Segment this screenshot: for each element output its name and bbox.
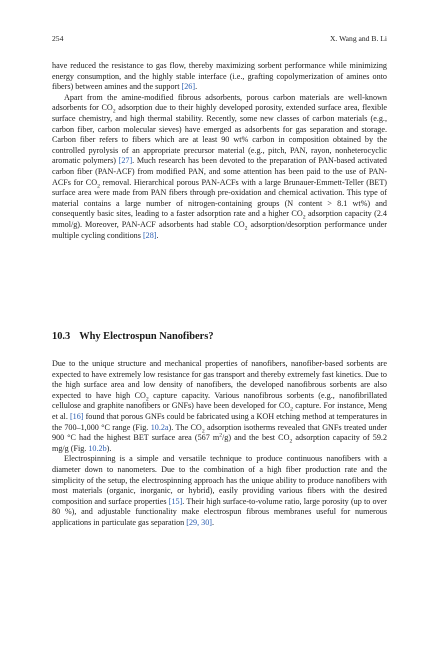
text-run: . <box>211 517 215 527</box>
subscript: 2 <box>290 407 293 413</box>
text-run: found that porous GNFs could be fabricated using a KOH etching method at temperatures in the 700–1,000 °C range (Fig. <box>52 411 387 432</box>
citation-link[interactable]: [29, 30] <box>186 517 212 527</box>
text-run: . Their high surface-to-volume ratio, large porosity (up to over 80 %), and adjustable functionality make electrospun fibrous membranes useful for numerous applications in particulate gas separation <box>52 496 387 527</box>
citation-link[interactable]: 10.2a <box>150 422 169 432</box>
text-run: . <box>156 230 159 240</box>
text-run: have reduced the resistance to gas flow, thereby maximizing sorbent performance while minimizing energy consumption, and the highly stable interface (i.e., grafting copolymerization of amines onto fibers) between amines and the support <box>52 61 387 92</box>
section-heading <box>52 330 387 343</box>
text-run: adsorption capacity of 59.2 mg/g (Fig. <box>52 433 388 453</box>
text-run: ). <box>106 443 112 453</box>
citation-link[interactable]: [28] <box>142 230 157 240</box>
paragraph <box>52 359 387 454</box>
text-run: ). The CO <box>168 422 202 432</box>
page-number: 254 <box>52 34 64 43</box>
subscript: 2 <box>244 225 248 232</box>
paragraph <box>52 61 387 93</box>
text-run: /g) and the best CO <box>222 433 290 443</box>
text-run: adsorption due to their highly developed porosity, extended surface area, flexible surface chemistry, and high thermal stability. Recently, some new classes of carbon materials (e.g., carbon fiber, carbon molecular sieves) have emerged as adsorbents for gas separation and storage. Carbon fiber refers to fibers which are at least 90 wt% carbon in composition obtained by the controlled pyrolysis of an appropriate precursor material (e.g., pitch, PAN, rayon, nonheterocyclic aromatic polymers) <box>52 103 387 166</box>
section-title: Why Electrospun Nanofibers? <box>79 331 214 342</box>
subscript: 2 <box>112 109 116 115</box>
subscript: 2 <box>289 438 293 445</box>
subscript: 2 <box>145 396 149 403</box>
superscript: 2 <box>219 432 223 439</box>
text-run: Electrospinning is a simple and versatile technique to produce continuous nanofibers with a diameter down to nanometers. Due to the combination of a high fiber production rate and the simplicity of the setup, the electrospinning approach has the unique ability to produce nanofibers with most materials (organic, inorganic, or hybrid), easily providing various fibers with the desired composition and surface properties <box>52 454 387 506</box>
text-run: . <box>195 82 198 92</box>
text-run: removal. Hierarchical porous PAN-ACFs with a large Brunauer-Emmett-Teller (BET) surface area were made from PAN fibers through pre-oxidation and chemical activation. This type of material contains a large number of nitrogen-containing groups (N content > 8.1 wt%) and consequently basic sites, leading to a faster adsorption rate and a higher CO <box>52 177 387 219</box>
section-number: 10.3 <box>52 331 71 342</box>
paragraph <box>52 454 387 528</box>
text-run: adsorption isotherms revealed that GNFs treated under 900 °C had the highest BET surface area (567 m <box>52 422 387 443</box>
text-run: capture capacity. Various nanofibrous sorbents (e.g., nanofibrillated cellulose and graphite nanofibers or GNFs) have been developed for CO <box>52 390 387 411</box>
text-run: capture. For instance, Meng et al. <box>52 401 387 421</box>
text-run: adsorption/desorption performance under multiple cycling conditions <box>52 219 387 240</box>
body-text-top <box>52 61 387 241</box>
paragraph <box>52 93 387 241</box>
citation-link[interactable]: [27] <box>118 156 133 166</box>
text-run: Due to the unique structure and mechanical properties of nanofibers, nanofiber-based sorbents are expected to have extremely low resistance for gas transport and thereby extremely fast kinetics. Due to the high surface area and low density of nanofibers, the developed nanofibrous sorbents are also expected to have high CO <box>52 359 387 400</box>
citation-link[interactable]: [15] <box>168 496 183 506</box>
subscript: 2 <box>97 183 100 190</box>
body-text-bottom <box>52 359 387 529</box>
running-header <box>52 34 387 44</box>
subscript: 2 <box>302 214 306 221</box>
citation-link[interactable]: [16] <box>69 411 84 421</box>
citation-link[interactable]: [26] <box>181 82 196 92</box>
text-run: adsorption capacity (2.4 mmol/g). Moreover, PAN-ACF adsorbents had stable CO <box>52 209 387 229</box>
text-run: . Much research has been devoted to the preparation of PAN-based activated carbon fiber (PAN-ACF) from modified PAN, and some attention has been paid to the use of PAN-ACFs for CO <box>52 156 387 187</box>
citation-link[interactable]: 10.2b <box>88 443 107 453</box>
subscript: 2 <box>201 428 205 435</box>
text-run: Apart from the amine-modified fibrous adsorbents, porous carbon materials are well-known adsorbents for CO <box>52 92 387 113</box>
running-title: X. Wang and B. Li <box>329 34 387 43</box>
